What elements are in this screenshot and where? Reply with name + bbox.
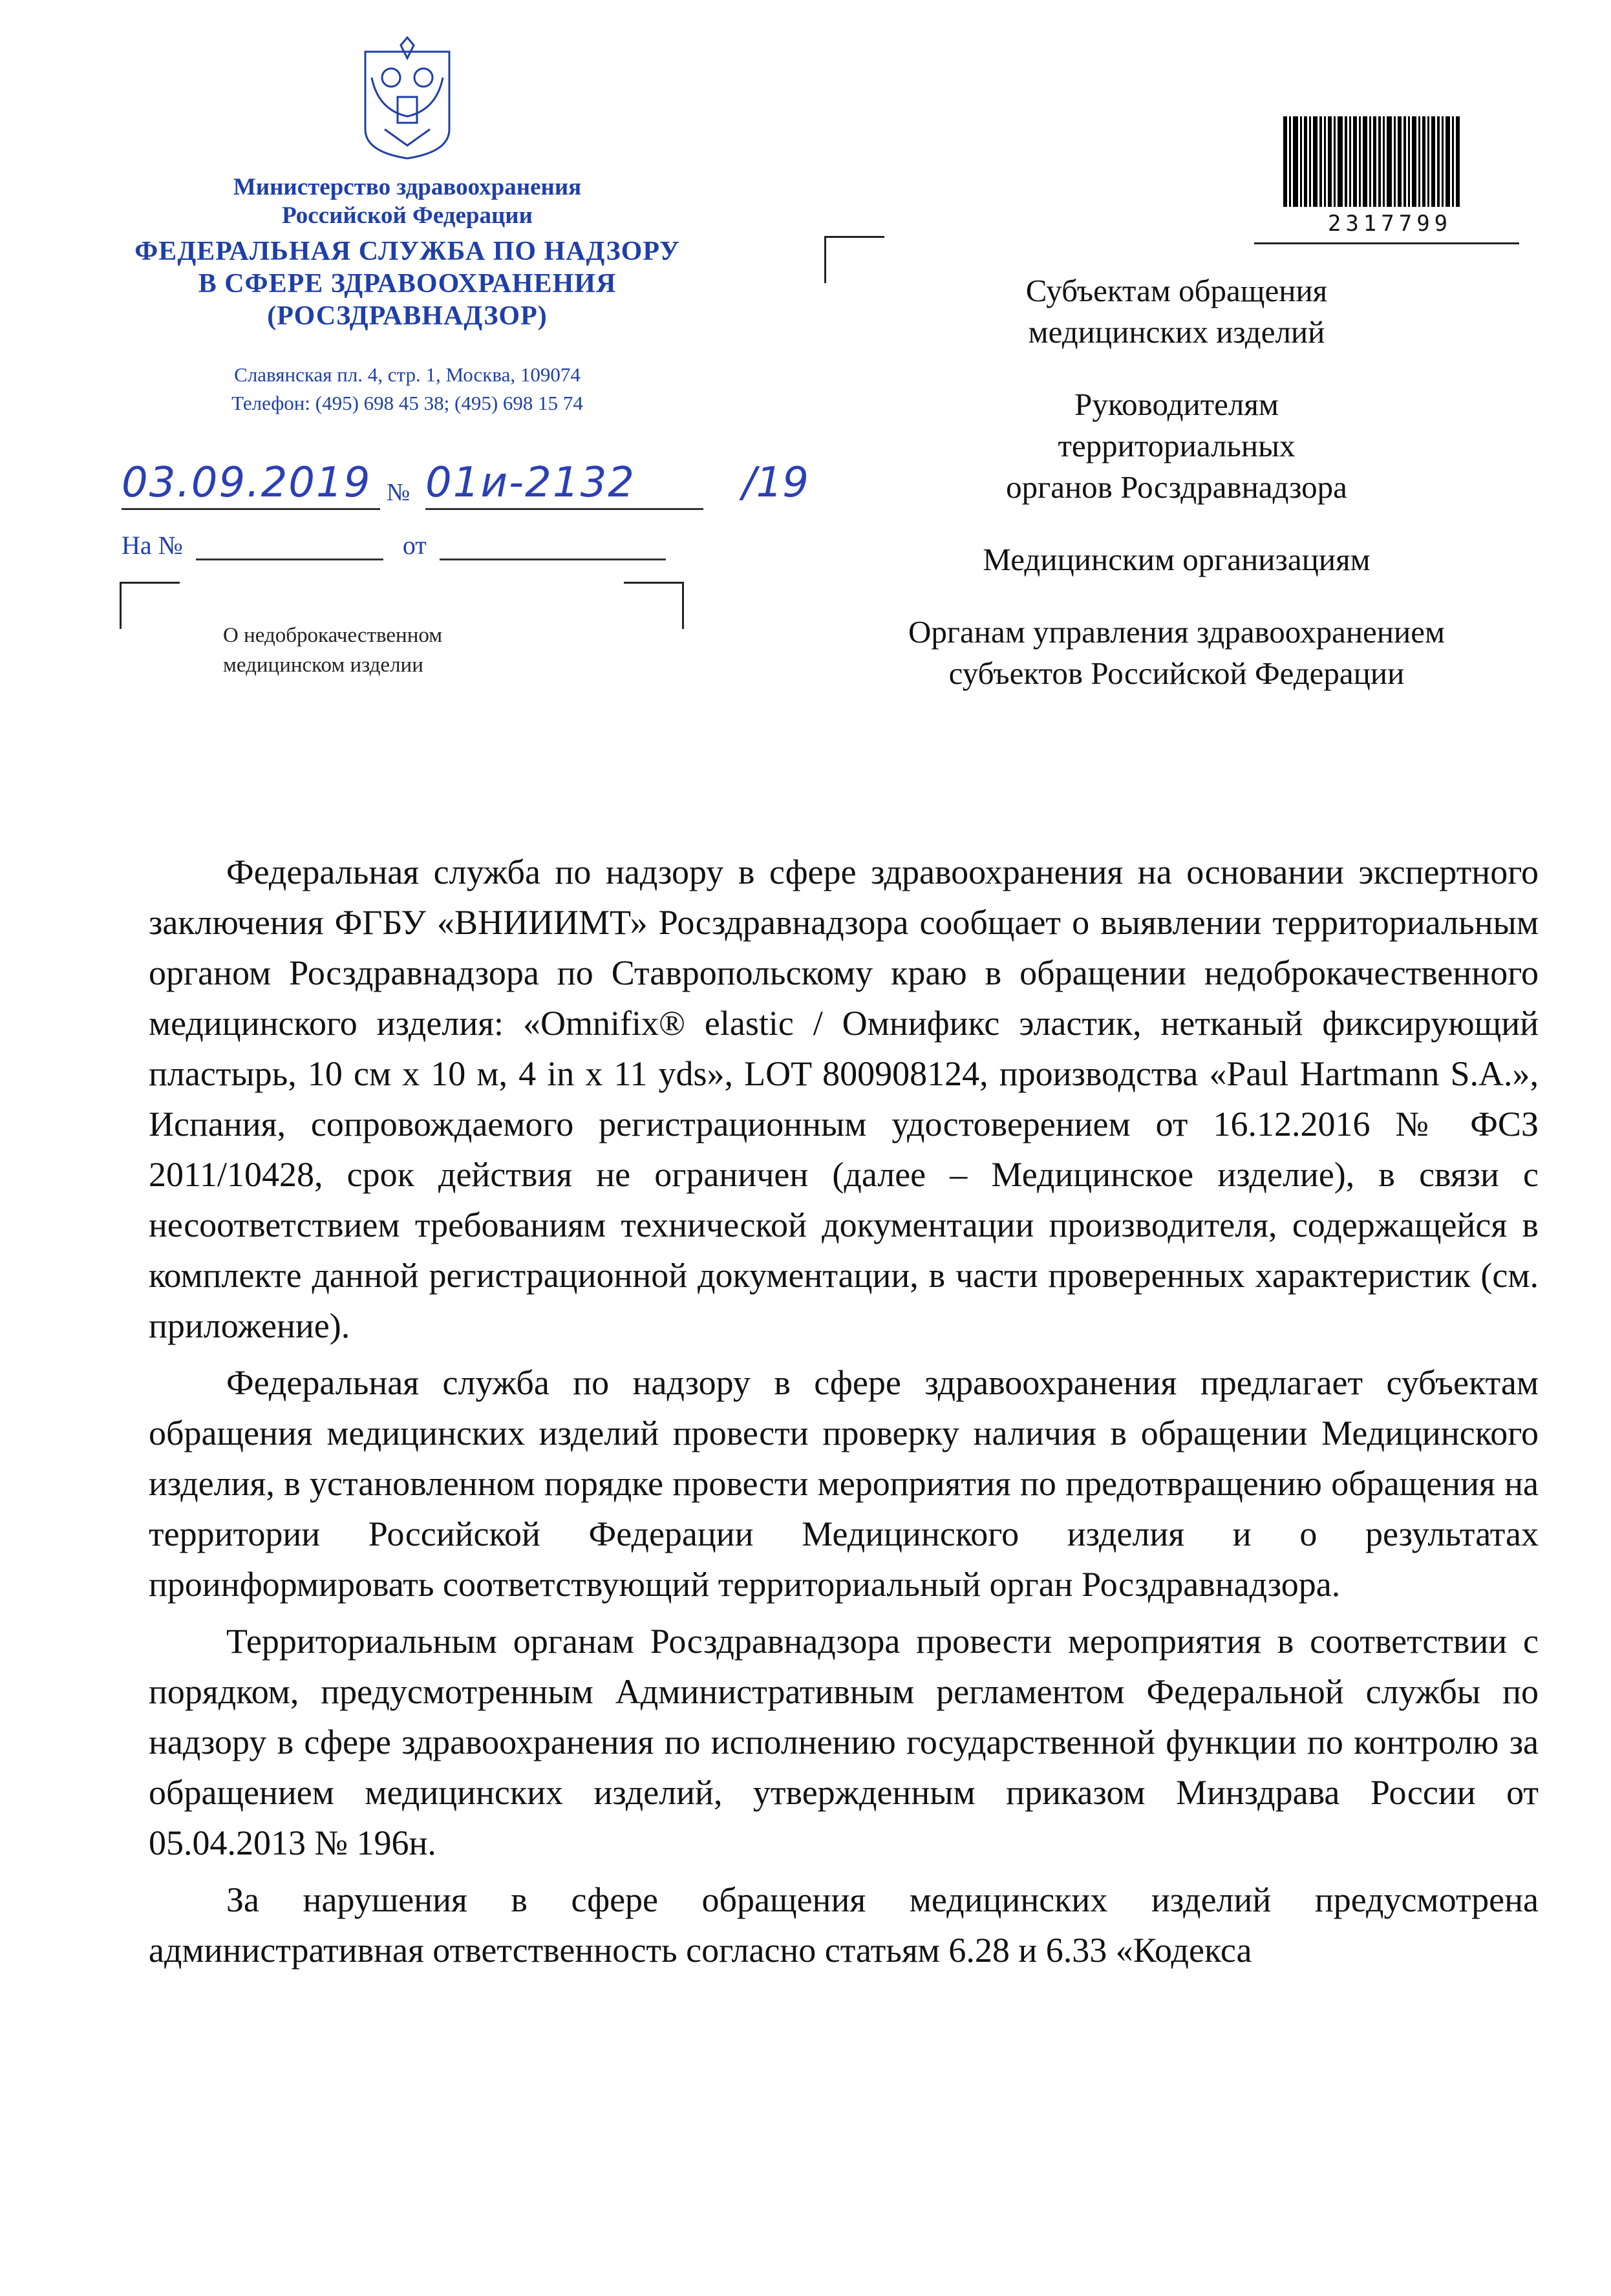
reference-line	[122, 530, 666, 560]
body-paragraph: За нарушения в сфере обращения медицинских изделий предусмотрена административная ответственность согласно статьям 6.28 и 6.33 «Кодекса	[149, 1880, 1539, 1970]
subject-bracket-left	[120, 582, 180, 629]
body-paragraph: Федеральная служба по надзору в сфере здравоохранения на основании экспертного заключения ФГБУ «ВНИИИМТ» Росздравнадзора сообщает о выявлении территориальным органом Росздравнадзора по Ставропольскому краю в обращении недоброкачественного медицинского изделия: «Omnifix® elastic / Омнификс эластик, нетканый фиксирующий пластырь, 10 см х 10 м, 4 in x 11 yds», LOT 800908124, производства «Paul Hartmann S.A.», Испания, сопровождаемого регистрационным удостоверением от 16.12.2016 № ФСЗ 2011/10428, срок действия не ограничен (далее – Медицинское изделие), в связи с несоответствием требованиям технической документации производителя, содержащейся в комплекте данной регистрационной документации, в части проверенных характеристик (см. приложение).	[149, 853, 1539, 1345]
barcode-frame	[1254, 220, 1519, 244]
letter-body	[149, 847, 1539, 1982]
service-name: ФЕДЕРАЛЬНАЯ СЛУЖБА ПО НАДЗОРУ В СФЕРЕ ЗДРАВООХРАНЕНИЯ (РОСЗДРАВНАДЗОР)	[134, 237, 680, 331]
from-label: от	[402, 531, 427, 560]
addressee: Руководителям территориальных органов Росздравнадзора	[1006, 387, 1347, 505]
registration-suffix: /19	[742, 459, 809, 507]
addressee: Субъектам обращения медицинских изделий	[1025, 273, 1328, 350]
ref-label: На №	[122, 531, 183, 560]
subject-bracket-right	[624, 582, 684, 629]
letterhead	[110, 32, 705, 418]
body-paragraph: Территориальным органам Росздравнадзора провести мероприятия в соответствии с порядком, предусмотренным Административным регламентом Федеральной службы по надзору в сфере здравоохранения по исполнению государственной функции по контролю за обращением медицинских изделий, утвержденным приказом Минздрава России от 05.04.2013 № 196н.	[149, 1622, 1539, 1862]
body-paragraph: Федеральная служба по надзору в сфере здравоохранения предлагает субъектам обращения медицинских изделий провести проверку наличия в обращении Медицинского изделия, в установленном порядке провести мероприятия по предотвращению обращения на территории Российской Федерации Медицинского изделия и о результатах проинформировать соответствующий территориальный орган Росздравнадзора.	[149, 1363, 1539, 1604]
registration-line	[122, 459, 809, 517]
barcode	[1283, 116, 1497, 237]
service-contacts	[110, 361, 705, 418]
number-sign: №	[387, 479, 411, 506]
addressee: Медицинским организациям	[983, 542, 1371, 577]
addressee: Органам управления здравоохранением субъектов Российской Федерации	[908, 614, 1445, 691]
addressee-block	[840, 270, 1513, 725]
service-phone: Телефон: (495) 698 45 38; (495) 698 15 74	[231, 392, 583, 414]
letter-subject: О недоброкачественном медицинском изделии	[223, 624, 443, 677]
barcode-bars-icon	[1283, 116, 1497, 207]
registration-date: 03.09.2019	[122, 459, 372, 507]
service-address: Славянская пл. 4, стр. 1, Москва, 109074	[234, 363, 581, 386]
registration-number: 01и-2132	[425, 459, 635, 507]
barcode-number: 2317799	[1327, 211, 1453, 237]
state-emblem-icon	[352, 32, 462, 162]
ministry-name: Министерство здравоохранения Российской Федерации	[233, 174, 582, 229]
